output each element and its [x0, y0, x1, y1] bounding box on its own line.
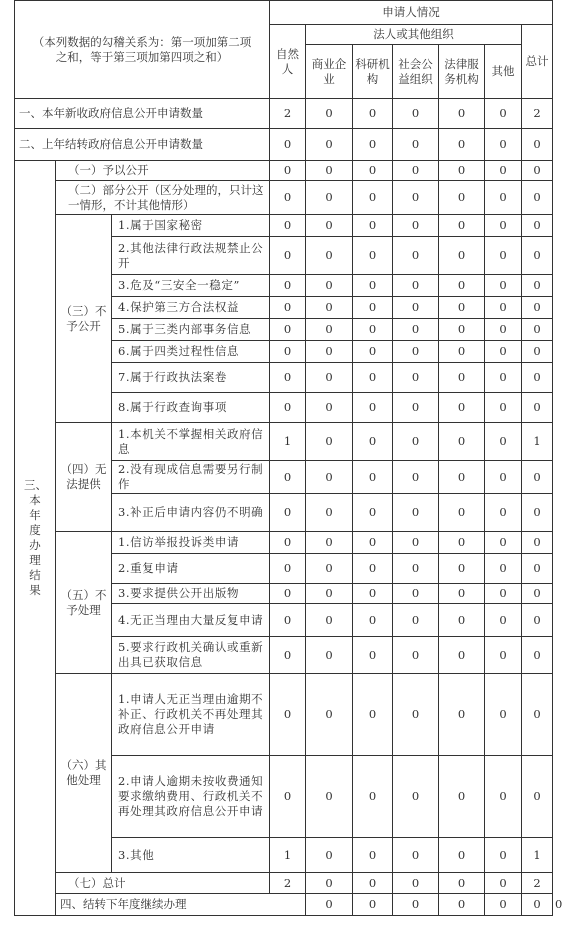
- value-cell: 0: [306, 604, 353, 637]
- value-cell: 0: [306, 99, 353, 129]
- value-cell: 0: [353, 532, 393, 554]
- value-cell: 0: [485, 461, 522, 494]
- value-cell: 0: [270, 756, 306, 838]
- value-cell: 0: [439, 461, 485, 494]
- value-cell: 0: [270, 129, 306, 161]
- value-cell: 0: [393, 604, 439, 637]
- value-cell: 0: [393, 873, 439, 894]
- value-cell: 0: [270, 319, 306, 341]
- value-cell: 0: [522, 461, 553, 494]
- value-cell: 0: [393, 129, 439, 161]
- item-label: 1.本机关不掌握相关政府信息: [112, 423, 270, 461]
- value-cell: 0: [353, 393, 393, 423]
- value-cell: 0: [353, 838, 393, 873]
- value-cell: 0: [439, 604, 485, 637]
- applicant-header: 申请人情况: [270, 1, 553, 25]
- value-cell: 1: [522, 423, 553, 461]
- value-cell: 0: [439, 423, 485, 461]
- value-cell: 0: [306, 341, 353, 363]
- legal-service-header: 法律服务机构: [439, 45, 485, 99]
- table-row: [15, 873, 553, 894]
- value-cell: 0: [353, 873, 393, 894]
- value-cell: 0: [439, 181, 485, 215]
- value-cell: 0: [439, 341, 485, 363]
- item-label: 5.要求行政机关确认或重新出具已获取信息: [112, 637, 270, 674]
- value-cell: 0: [306, 838, 353, 873]
- value-cell: 0: [306, 181, 353, 215]
- value-cell: 0: [485, 494, 522, 532]
- value-cell: 0: [393, 319, 439, 341]
- value-cell: 0: [270, 584, 306, 604]
- group-label: （三）不予公开: [56, 215, 112, 423]
- value-cell: 0: [393, 297, 439, 319]
- value-cell: 0: [353, 297, 393, 319]
- value-cell: 0: [393, 674, 439, 756]
- value-cell: 0: [522, 161, 553, 181]
- item-label: 1.申请人无正当理由逾期不补正、行政机关不再处理其政府信息公开申请: [112, 674, 270, 756]
- item-label: 4.无正当理由大量反复申请: [112, 604, 270, 637]
- value-cell: 0: [522, 181, 553, 215]
- value-cell: 0: [522, 894, 553, 916]
- table-row: 四、结转下年度继续办理 0 0 0 0 0 0 0: [15, 894, 553, 916]
- value-cell: 0: [522, 237, 553, 275]
- item-label: 4.保护第三方合法权益: [112, 297, 270, 319]
- value-cell: 0: [393, 756, 439, 838]
- report-table-wrapper: [14, 0, 563, 916]
- value-cell: 0: [485, 554, 522, 584]
- value-cell: 0: [485, 756, 522, 838]
- item-label: 1.属于国家秘密: [112, 215, 270, 237]
- value-cell: 0: [393, 584, 439, 604]
- row-label: 四、结转下年度继续办理: [56, 894, 306, 916]
- value-cell: 0: [522, 363, 553, 393]
- row-label: 二、上年结转政府信息公开申请数量: [15, 129, 270, 161]
- value-cell: 0: [306, 319, 353, 341]
- value-cell: 0: [306, 461, 353, 494]
- item-label: 3.其他: [112, 838, 270, 873]
- value-cell: 0: [439, 129, 485, 161]
- relation-note: （本列数据的勾稽关系为：第一项加第二项之和，等于第三项加第四项之和）: [15, 1, 270, 99]
- value-cell: 0: [393, 894, 439, 916]
- value-cell: 0: [270, 532, 306, 554]
- value-cell: 0: [353, 363, 393, 393]
- value-cell: 0: [393, 393, 439, 423]
- value-cell: 0: [485, 674, 522, 756]
- value-cell: 0: [270, 494, 306, 532]
- value-cell: 0: [306, 494, 353, 532]
- item-label: 8.属于行政查询事项: [112, 393, 270, 423]
- value-cell: 0: [393, 275, 439, 297]
- value-cell: 0: [270, 297, 306, 319]
- value-cell: 0: [439, 297, 485, 319]
- value-cell: 0: [485, 215, 522, 237]
- value-cell: 0: [485, 297, 522, 319]
- value-cell: 0: [306, 554, 353, 584]
- value-cell: 0: [485, 237, 522, 275]
- research-institute-header: 科研机构: [353, 45, 393, 99]
- value-cell: 0: [353, 341, 393, 363]
- table-row: [15, 181, 553, 215]
- value-cell: 0: [393, 341, 439, 363]
- value-cell: 0: [393, 423, 439, 461]
- value-cell: 0: [485, 319, 522, 341]
- value-cell: 0: [439, 756, 485, 838]
- value-cell: 0: [306, 873, 353, 894]
- value-cell: 0: [306, 237, 353, 275]
- value-cell: 0: [393, 181, 439, 215]
- group-label: （六）其他处理: [56, 674, 112, 873]
- value-cell: 0: [270, 461, 306, 494]
- group-label: （五）不予处理: [56, 532, 112, 674]
- table-row: [15, 532, 553, 554]
- value-cell: 2: [522, 873, 553, 894]
- value-cell: 0: [485, 532, 522, 554]
- value-cell: 0: [522, 494, 553, 532]
- value-cell: 0: [270, 554, 306, 584]
- value-cell: 0: [439, 873, 485, 894]
- value-cell: 0: [439, 494, 485, 532]
- value-cell: 0: [439, 584, 485, 604]
- value-cell: 0: [485, 423, 522, 461]
- value-cell: 0: [522, 129, 553, 161]
- value-cell: 0: [306, 674, 353, 756]
- value-cell: 0: [353, 674, 393, 756]
- value-cell: 0: [485, 341, 522, 363]
- value-cell: 0: [353, 215, 393, 237]
- value-cell: 1: [270, 423, 306, 461]
- value-cell: 0: [439, 674, 485, 756]
- value-cell: 0: [485, 604, 522, 637]
- value-cell: 0: [393, 532, 439, 554]
- value-cell: 0: [270, 604, 306, 637]
- group-label: （四）无法提供: [56, 423, 112, 532]
- value-cell: 1: [270, 838, 306, 873]
- value-cell: 0: [306, 161, 353, 181]
- value-cell: 0: [485, 181, 522, 215]
- table-row: [15, 161, 553, 181]
- item-label: 3.补正后申请内容仍不明确: [112, 494, 270, 532]
- value-cell: 0: [439, 275, 485, 297]
- value-cell: 0: [522, 393, 553, 423]
- value-cell: 0: [306, 393, 353, 423]
- value-cell: 0: [393, 161, 439, 181]
- value-cell: 0: [353, 894, 393, 916]
- total-header: 总计: [522, 25, 553, 99]
- value-cell: 0: [270, 637, 306, 674]
- value-cell: 0: [439, 838, 485, 873]
- value-cell: 0: [270, 215, 306, 237]
- item-label: 2.其他法律行政法规禁止公开: [112, 237, 270, 275]
- value-cell: 0: [393, 637, 439, 674]
- item-label: 6.属于四类过程性信息: [112, 341, 270, 363]
- value-cell: 0: [353, 756, 393, 838]
- report-table: [14, 0, 563, 916]
- value-cell: 0: [439, 215, 485, 237]
- value-cell: 2: [270, 873, 306, 894]
- value-cell: 0: [485, 99, 522, 129]
- item-label: 7.属于行政执法案卷: [112, 363, 270, 393]
- value-cell: 0: [522, 341, 553, 363]
- value-cell: 0: [439, 894, 485, 916]
- row-label: （七）总计: [56, 873, 270, 894]
- item-label: 1.信访举报投诉类申请: [112, 532, 270, 554]
- value-cell: 0: [393, 363, 439, 393]
- value-cell: 0: [522, 297, 553, 319]
- value-cell: 0: [270, 674, 306, 756]
- row-label: （二）部分公开（区分处理的，只计这一情形，不计其他情形）: [56, 181, 270, 215]
- value-cell: 0: [270, 275, 306, 297]
- value-cell: 0: [522, 215, 553, 237]
- commercial-enterprise-header: 商业企业: [306, 45, 353, 99]
- value-cell: 0: [522, 674, 553, 756]
- value-cell: 0: [270, 341, 306, 363]
- value-cell: 0: [353, 461, 393, 494]
- value-cell: 0: [439, 554, 485, 584]
- value-cell: 0: [306, 423, 353, 461]
- value-cell: 0: [439, 161, 485, 181]
- item-label: 3.危及“三安全一稳定”: [112, 275, 270, 297]
- value-cell: 0: [393, 99, 439, 129]
- value-cell: 0: [522, 319, 553, 341]
- value-cell: 0: [485, 584, 522, 604]
- value-cell: 0: [439, 99, 485, 129]
- value-cell: 0: [439, 393, 485, 423]
- value-cell: 0: [522, 756, 553, 838]
- value-cell: 0: [439, 637, 485, 674]
- value-cell: 0: [522, 554, 553, 584]
- value-cell: 0: [522, 637, 553, 674]
- value-cell: 0: [485, 873, 522, 894]
- value-cell: 0: [306, 297, 353, 319]
- value-cell: 0: [522, 532, 553, 554]
- value-cell: 0: [306, 363, 353, 393]
- value-cell: 0: [485, 363, 522, 393]
- legal-entity-header: 法人或其他组织: [306, 25, 522, 45]
- value-cell: 0: [439, 363, 485, 393]
- table-row: [15, 99, 553, 129]
- table-row: [15, 674, 553, 756]
- value-cell: 0: [306, 129, 353, 161]
- value-cell: 0: [485, 894, 522, 916]
- value-cell: 0: [270, 181, 306, 215]
- value-cell: 0: [522, 604, 553, 637]
- item-label: 2.没有现成信息需要另行制作: [112, 461, 270, 494]
- value-cell: 0: [270, 237, 306, 275]
- value-cell: 0: [353, 129, 393, 161]
- section-label: 三、本年度办理结果: [15, 161, 56, 916]
- value-cell: 1: [522, 838, 553, 873]
- item-label: 3.要求提供公开出版物: [112, 584, 270, 604]
- value-cell: 0: [306, 584, 353, 604]
- value-cell: 0: [306, 532, 353, 554]
- value-cell: 0: [353, 181, 393, 215]
- public-welfare-header: 社会公益组织: [393, 45, 439, 99]
- value-cell: 0: [353, 494, 393, 532]
- value-cell: 0: [439, 532, 485, 554]
- value-cell: 0: [353, 161, 393, 181]
- value-cell: 0: [353, 637, 393, 674]
- value-cell: 0: [522, 584, 553, 604]
- value-cell: 0: [306, 215, 353, 237]
- value-cell: 0: [270, 161, 306, 181]
- value-cell: 0: [485, 129, 522, 161]
- value-cell: 0: [393, 838, 439, 873]
- value-cell: 2: [522, 99, 553, 129]
- value-cell: 0: [485, 393, 522, 423]
- value-cell: 0: [485, 161, 522, 181]
- value-cell: 0: [306, 756, 353, 838]
- value-cell: 0: [353, 275, 393, 297]
- value-cell: 0: [522, 275, 553, 297]
- value-cell: 0: [306, 894, 353, 916]
- value-cell: 0: [353, 584, 393, 604]
- natural-person-header: 自然人: [270, 25, 306, 99]
- value-cell: 0: [270, 393, 306, 423]
- value-cell: 0: [353, 423, 393, 461]
- value-cell: 0: [393, 494, 439, 532]
- value-cell: 0: [439, 237, 485, 275]
- value-cell: 0: [485, 637, 522, 674]
- item-label: 2.重复申请: [112, 554, 270, 584]
- value-cell: 0: [485, 838, 522, 873]
- value-cell: 0: [353, 319, 393, 341]
- value-cell: 0: [270, 363, 306, 393]
- value-cell: 0: [353, 99, 393, 129]
- table-row: [15, 423, 553, 461]
- value-cell: 0: [306, 637, 353, 674]
- table-row: [15, 215, 553, 237]
- value-cell: 0: [485, 275, 522, 297]
- other-header: 其他: [485, 45, 522, 99]
- value-cell: 0: [439, 319, 485, 341]
- value-cell: 0: [393, 554, 439, 584]
- value-cell: 0: [393, 461, 439, 494]
- row-label: 一、本年新收政府信息公开申请数量: [15, 99, 270, 129]
- value-cell: 0: [353, 237, 393, 275]
- row-label: （一）予以公开: [56, 161, 270, 181]
- value-cell: 0: [353, 604, 393, 637]
- table-row: [15, 129, 553, 161]
- item-label: 5.属于三类内部事务信息: [112, 319, 270, 341]
- value-cell: 0: [393, 215, 439, 237]
- value-cell: 0: [353, 554, 393, 584]
- value-cell: 2: [270, 99, 306, 129]
- item-label: 2.申请人逾期未按收费通知要求缴纳费用、行政机关不再处理其政府信息公开申请: [112, 756, 270, 838]
- value-cell: 0: [306, 275, 353, 297]
- value-cell: 0: [393, 237, 439, 275]
